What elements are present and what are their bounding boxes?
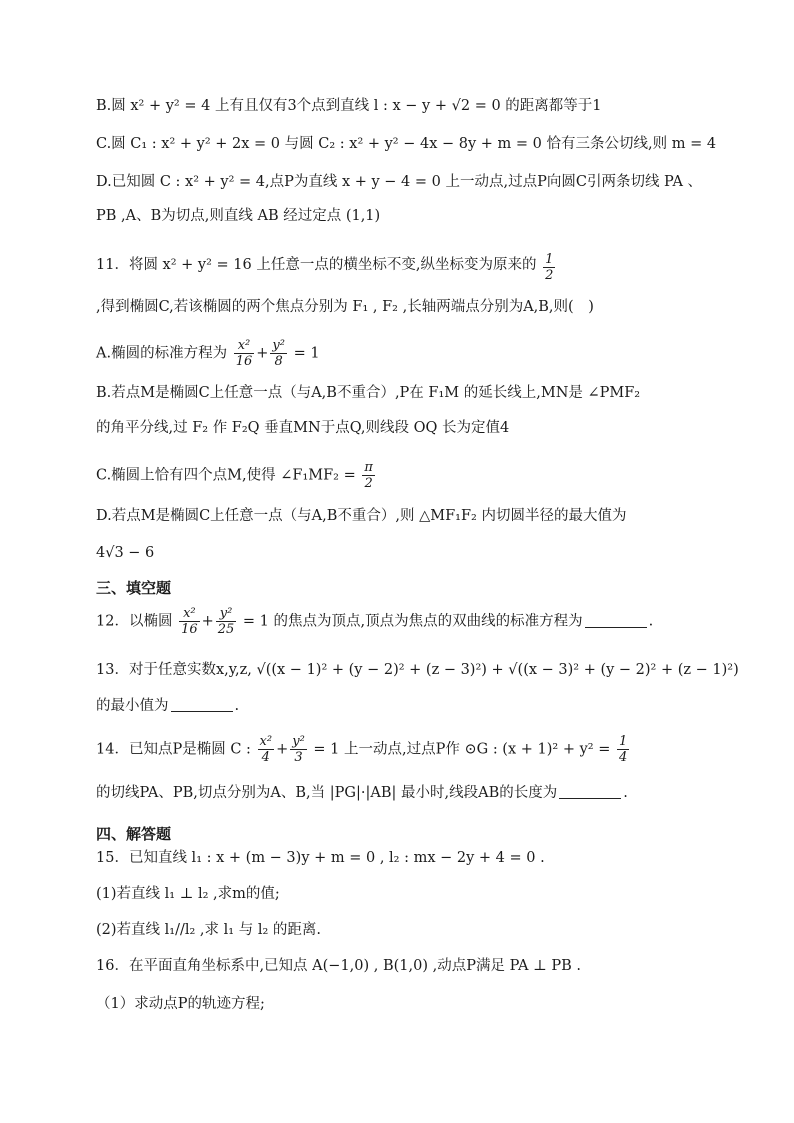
answer-blank [171, 697, 233, 712]
question-15-part-1: (1)若直线 l₁ ⊥ l₂ ,求m的值; [96, 886, 280, 902]
answer-blank [559, 784, 621, 799]
question-13-stem: 13．对于任意实数x,y,z, √((x − 1)² + (y − 2)² + (z − 3)²) + √((x − 3)² + (y − 2)² + (z − 1)²) [96, 662, 739, 678]
option-b-constant-length: 的角平分线,过 F₂ 作 F₂Q 垂直MN于点Q,则线段 OQ 长为定值4 [96, 420, 510, 436]
fraction-one-half: $\frac{1}{2}$ [545, 252, 554, 283]
option-d-radius-value: 4√3 − 6 [96, 545, 155, 561]
option-a-ellipse-equation: A.椭圆的标准方程为 $\frac{\text{x²}}{16}$ + $\frac{\text{y²}}{8}$ = 1 [96, 338, 320, 369]
option-c-right-angle: C.椭圆上恰有四个点M,使得 ∠F₁MF₂ = $\frac{\pi}{2}$ [96, 460, 373, 491]
question-14-stem: 14．已知点P是椭圆 C : $\frac{\text{x²}}{4}$ + $\frac{\text{y²}}{3}$ = 1 上一动点,过点P作 ⊙G : (x + 1)² + y² = $\frac{1}{4}$ [96, 734, 628, 765]
question-13-minimum: 的最小值为 . [96, 698, 240, 714]
question-12: 12．以椭圆 $\frac{\text{x²}}{16}$ + $\frac{\text{y²}}{25}$ = 1 的焦点为顶点,顶点为焦点的双曲线的标准方程为 . [96, 606, 654, 637]
question-15-part-2: (2)若直线 l₁//l₂ ,求 l₁ 与 l₂ 的距离. [96, 922, 321, 938]
option-b-angle-bisector: B.若点M是椭圆C上任意一点（与A,B不重合）,P在 F₁M 的延长线上,MN是 ∠PMF₂ [96, 385, 641, 401]
option-b-circle-distance: B.圆 x² + y² = 4 上有且仅有3个点到直线 l : x − y + √2 = 0 的距离都等于1 [96, 98, 602, 114]
option-d-incircle-radius: D.若点M是椭圆C上任意一点（与A,B不重合）,则 △MF₁F₂ 内切圆半径的最大值为 [96, 508, 627, 524]
question-11-stem-cont: ,得到椭圆C,若该椭圆的两个焦点分别为 F₁ , F₂ ,长轴两端点分别为A,B,则( ) [96, 299, 594, 315]
section-fill-in-blank-heading: 三、填空题 [96, 579, 172, 597]
question-16-part-1: （1）求动点P的轨迹方程; [96, 996, 265, 1012]
question-16-stem: 16．在平面直角坐标系中,已知点 A(−1,0) , B(1,0) ,动点P满足 PA ⊥ PB . [96, 958, 581, 974]
question-15-stem: 15．已知直线 l₁ : x + (m − 3)y + m = 0 , l₂ : mx − 2y + 4 = 0 . [96, 850, 545, 866]
question-14-tangent: 的切线PA、PB,切点分别为A、B,当 |PG|·|AB| 最小时,线段AB的长度为 . [96, 785, 628, 801]
option-d-fixed-point: PB ,A、B为切点,则直线 AB 经过定点 (1,1) [96, 208, 381, 224]
option-c-common-tangents: C.圆 C₁ : x² + y² + 2x = 0 与圆 C₂ : x² + y² − 4x − 8y + m = 0 恰有三条公切线,则 m = 4 [96, 136, 717, 152]
option-d-tangent-lines: D.已知圆 C : x² + y² = 4,点P为直线 x + y − 4 = 0 上一动点,过点P向圆C引两条切线 PA 、 [96, 174, 703, 190]
section-solution-heading: 四、解答题 [96, 825, 172, 843]
answer-blank [585, 613, 647, 628]
question-11-stem: 11．将圆 x² + y² = 16 上任意一点的横坐标不变,纵坐标变为原来的 $\frac{1}{2}$ [96, 252, 554, 283]
